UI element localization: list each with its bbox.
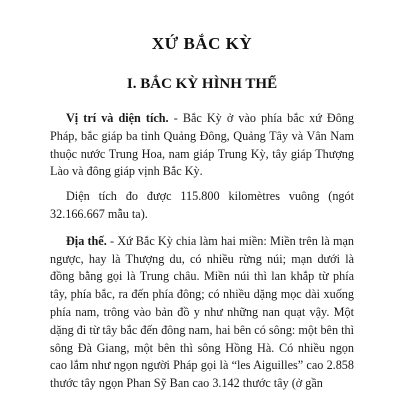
- section-title: I. BẮC KỲ HÌNH THỂ: [126, 76, 278, 92]
- paragraph-lead: Vị trí và diện tích.: [66, 111, 169, 125]
- paragraph-lead: Địa thế.: [66, 233, 107, 248]
- paragraph-body: Diện tích đo được 115.800 kilomètres vuông (ngót 32.166.667 mẫu ta).: [50, 189, 354, 221]
- chapter-title: XỨ BẮC KỲ: [151, 34, 253, 53]
- paragraph-area-measure: [50, 188, 354, 224]
- paragraph-terrain: [50, 233, 354, 393]
- paragraph-body: - Xứ Bắc Kỳ chia làm hai miền: Miền trên là mạn ngược, hay là Thượng du, có nhiều rừng núi; mạn dưới là đồng bằng gọi là Trung châu. Miền núi thì lan khắp từ phía tây, phía bắc, ra đến phía đông; có nhiều dặng mọc dài xuống phía nam, trông vào bản đồ y như những nan quạt vậy. Một dặng đi từ tây bắc đến đông nam, hai bên có sông: một bên thì sông Đà Giang, một bên thì sông Hồng Hà. Có nhiều ngọn cao lắm như ngọn người Pháp gọi là “les Aiguilles” cao 2.858 thước tây ngọn Phan Sỹ Ban cao 3.142 thước tây (ở gần: [50, 233, 354, 391]
- paragraph-body: - Bắc Kỳ ở vào phía bắc xứ Đông Pháp, bắc giáp ba tỉnh Quảng Đông, Quảng Tây và Vân Nam thuộc nước Trung Hoa, nam giáp Trung Kỳ, tây giáp Thượng Lào và đông giáp vịnh Bắc Kỳ.: [50, 111, 354, 179]
- paragraph-location-area: [50, 110, 354, 181]
